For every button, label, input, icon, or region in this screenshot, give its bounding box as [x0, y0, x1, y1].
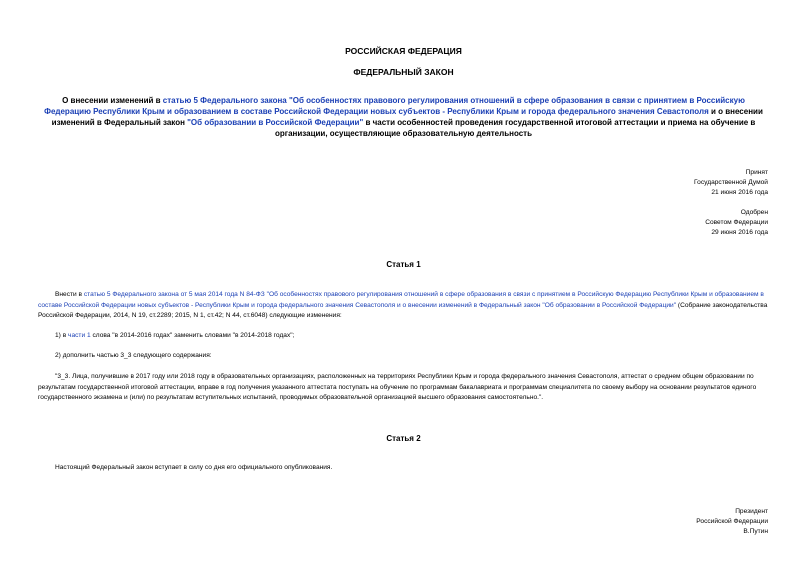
- header-federation: РОССИЙСКАЯ ФЕДЕРАЦИЯ: [345, 46, 462, 56]
- approved-block: [705, 208, 768, 238]
- article2-heading: Статья 2: [386, 434, 421, 443]
- signature-title: Президент: [735, 508, 768, 515]
- article1-item1: [38, 331, 771, 342]
- title-link-education-law[interactable]: "Об образовании в Российской Федерации": [187, 118, 364, 127]
- adopted-line3: 21 июня 2016 года: [711, 189, 768, 196]
- signature-name: В.Путин: [743, 528, 768, 535]
- article1-heading: Статья 1: [386, 260, 421, 269]
- signature-country: Российской Федерации: [696, 518, 768, 525]
- article1-intro-text-b: (Собрание законодательства Российской Федерации, 2014, N 19, ст.2289; 2015, N 1, ст.42; N 44, ст.6048) следующие изменения:: [38, 301, 768, 319]
- article1-item2: 2) дополнить частью 3_3 следующего содержания:: [55, 352, 212, 359]
- item1-link-part1[interactable]: части 1: [68, 332, 91, 339]
- article1-intro-text-a: Внести в: [55, 291, 84, 298]
- approved-line3: 29 июня 2016 года: [711, 229, 768, 236]
- approved-line1: Одобрен: [740, 209, 768, 216]
- article1-link-article5[interactable]: статью 5 Федерального закона от 5 мая 2014 года N 84-ФЗ "Об особенностях правового регулирования отношений в сфере образования в связи с принятием в Российскую Федерацию Республики Крым и образованием в составе Российской Федерации новых субъектов - Республики Крым и города федерального значения Севастополя и о внесении изменений в Федеральный закон "Об образовании в Российской Федерации": [38, 291, 764, 309]
- adopted-line1: Принят: [745, 169, 768, 176]
- title-text-2: и о внесении изменений в Федеральный закон: [51, 107, 763, 127]
- title-text-3: в части особенностей проведения государственной итоговой аттестации и приема на обучение в организации, осуществляющие образовательную деятельность: [274, 118, 756, 138]
- item1-text-b: слова "в 2014-2016 годах" заменить словами "в 2014-2018 годах";: [90, 332, 295, 339]
- title-text-1: О внесении изменений в: [62, 96, 163, 105]
- header-law-type: ФЕДЕРАЛЬНЫЙ ЗАКОН: [353, 67, 454, 77]
- item1-text-a: 1) в: [55, 332, 69, 339]
- article1-quote: "3_3. Лица, получившие в 2017 году или 2018 году в образовательных организациях, расположенных на территориях Республики Крым и города федерального значения Севастополя, аттестат о среднем общем образовании по результатам государственной итоговой аттестации, вправе в год получения указанного аттестата поступать на обучение по программам бакалавриата и программам специалитета по своему выбору на основании результатов единого государственного экзамена и (или) по результатам вступительных испытаний, проводимых образовательной организацией высшего образования самостоятельно.".: [38, 373, 757, 401]
- article2-text: Настоящий Федеральный закон вступает в силу со дня его официального опубликования.: [55, 464, 333, 471]
- title-link-article5[interactable]: статью 5 Федерального закона "Об особенностях правового регулирования отношений в сфере образования в связи с принятием в Российскую Федерацию Республики Крым и образованием в составе Российской Федерации новых субъектов - Республики Крым и города федерального значения Севастополя: [44, 96, 745, 116]
- adopted-block: [694, 168, 768, 198]
- approved-line2: Советом Федерации: [705, 219, 768, 226]
- signature-block: [696, 507, 768, 537]
- article1-intro: [38, 290, 771, 322]
- adopted-line2: Государственной Думой: [694, 179, 768, 186]
- law-title: [40, 95, 767, 139]
